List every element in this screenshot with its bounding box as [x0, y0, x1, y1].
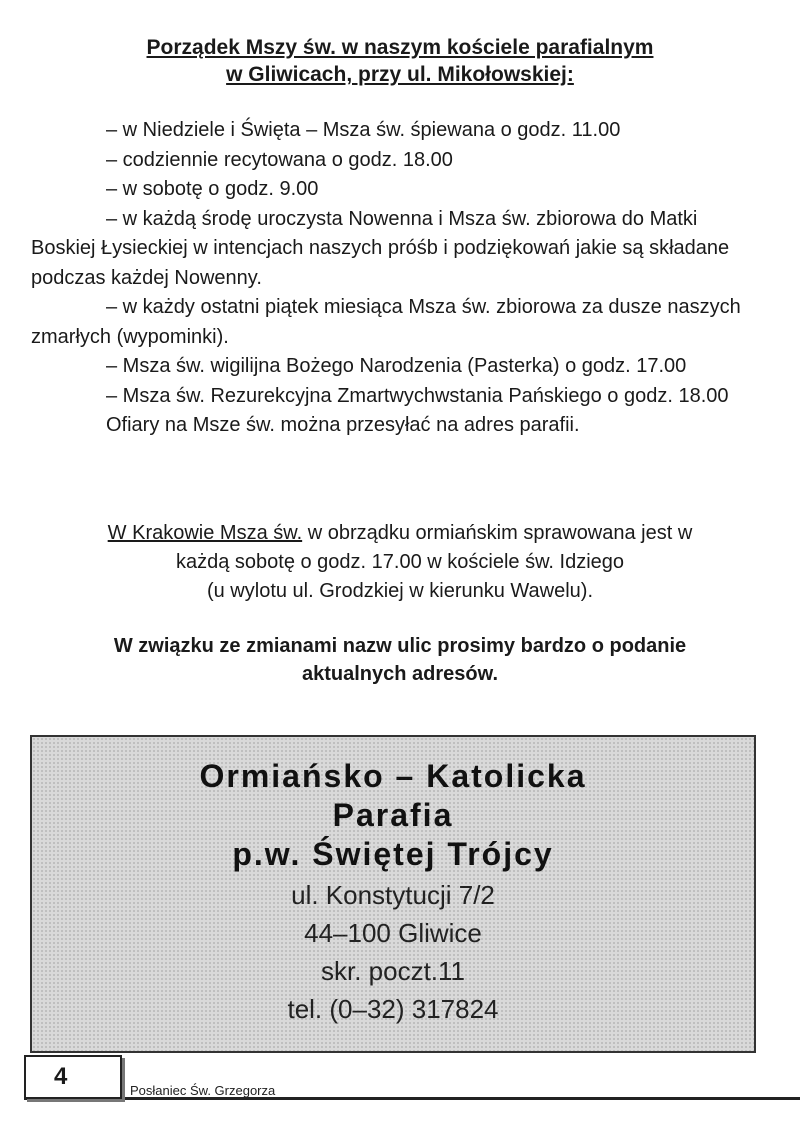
parish-address-box	[30, 735, 756, 1053]
parish-phone: tel. (0–32) 317824	[287, 994, 499, 1024]
parish-pobox: skr. poczt.11	[320, 956, 466, 986]
address-notice	[0, 632, 800, 688]
schedule-item: – w każdą środę uroczysta Nowenna i Msza św. zbiorowa do Matki Boskiej Łysieckiej w intencjach naszych próśb i podziękowań jakie są składane podczas każdej Nowenny.	[31, 207, 730, 289]
schedule-item: – Msza św. Rezurekcyjna Zmartwychwstania Pańskiego o godz. 18.00	[106, 384, 729, 407]
krakow-mass-info	[0, 519, 800, 606]
page-number: 4	[24, 1055, 122, 1099]
krakow-heading: W Krakowie Msza św.	[107, 522, 303, 544]
schedule-item: – w sobotę o godz. 9.00	[106, 178, 319, 200]
offerings-note: Ofiary na Msze św. można przesyłać na adres parafii.	[106, 414, 580, 436]
parish-name-line-3: p.w. Świętej Trójcy	[232, 836, 554, 872]
title-line-1: Porządek Mszy św. w naszym kościele parafialnym	[146, 36, 654, 59]
publication-name: Posłaniec Św. Grzegorza	[130, 1083, 276, 1098]
krakow-line-1-rest: w obrządku ormiańskim sprawowana jest w	[302, 522, 693, 544]
page-title	[0, 34, 800, 88]
schedule-item: – w każdy ostatni piątek miesiąca Msza św. zbiorowa za dusze naszych zmarłych (wypominki).	[31, 296, 741, 348]
parish-address	[32, 876, 754, 1028]
krakow-line-3: (u wylotu ul. Grodzkiej w kierunku Wawelu).	[206, 580, 594, 602]
notice-line-1: W związku ze zmianami nazw ulic prosimy bardzo o podanie	[113, 635, 687, 657]
notice-line-2: aktualnych adresów.	[302, 663, 498, 685]
schedule-item: – codziennie recytowana o godz. 18.00	[106, 148, 453, 171]
parish-name-line-1: Ormiańsko – Katolicka	[199, 758, 587, 794]
krakow-line-1	[0, 519, 800, 548]
parish-street: ul. Konstytucji 7/2	[291, 880, 495, 910]
parish-city: 44–100 Gliwice	[304, 918, 482, 948]
schedule-item: – Msza św. wigilijna Bożego Narodzenia (Pasterka) o godz. 17.00	[106, 355, 687, 377]
schedule-item: – w Niedziele i Święta – Msza św. śpiewana o godz. 11.00	[106, 119, 621, 141]
parish-name	[32, 757, 754, 874]
parish-name-line-2: Parafia	[332, 797, 454, 833]
krakow-line-2: każdą sobotę o godz. 17.00 w kościele św. Idziego	[175, 551, 625, 573]
title-line-2: w Gliwicach, przy ul. Mikołowskiej:	[226, 63, 574, 86]
mass-schedule	[31, 116, 761, 441]
